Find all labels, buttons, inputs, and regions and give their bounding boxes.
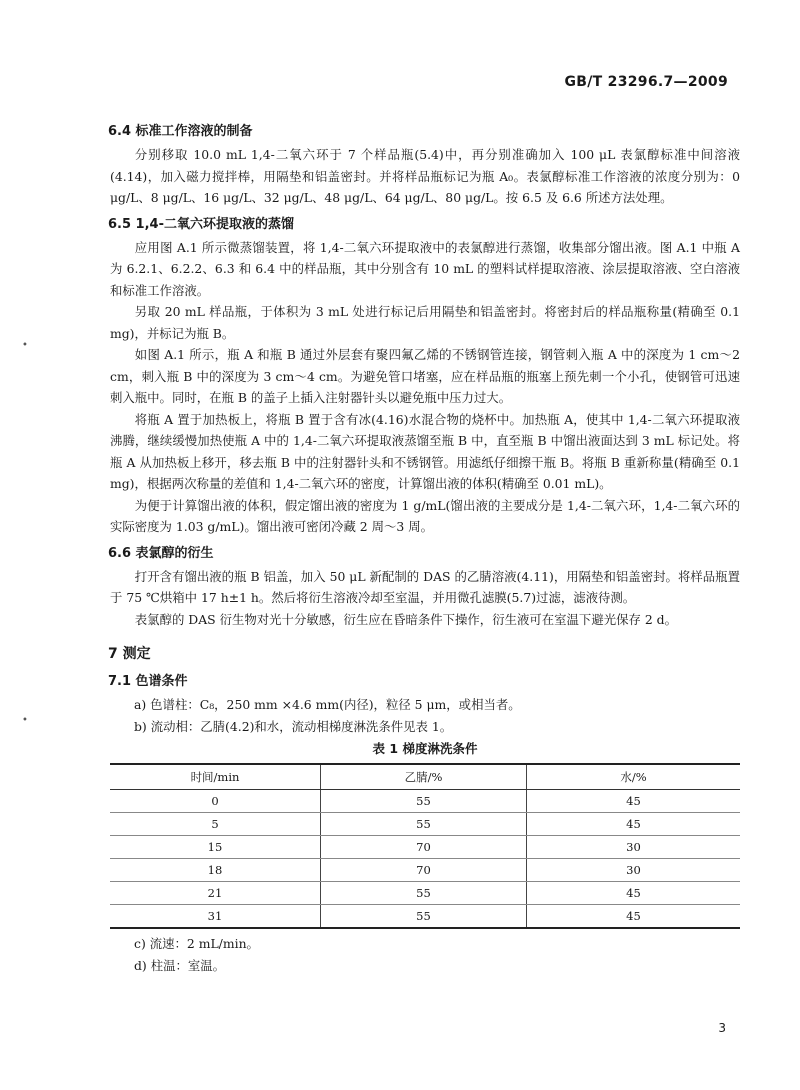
cell-time: 18 <box>110 859 321 882</box>
paragraph: 应用图 A.1 所示微蒸馏装置，将 1,4-二氧六环提取液中的表氯醇进行蒸馏，收集部分馏出液。图 A.1 中瓶 A 为 6.2.1、6.2.2、6.3 和 6.4 中的样品瓶，其中分别含有 10 mL 的塑料试样提取溶液、涂层提取溶液、空白溶液和标准工作溶液。 <box>110 239 740 298</box>
cell-water: 45 <box>527 882 741 905</box>
cell-time: 31 <box>110 905 321 929</box>
column-header-water: 水/% <box>527 764 741 790</box>
paragraph: 分别移取 10.0 mL 1,4-二氧六环于 7 个样品瓶(5.4)中，再分别准确加入 100 μL 表氯醇标准中间溶液(4.14)，加入磁力搅拌棒，用隔垫和铝盖密封。并将样品瓶标记为瓶 A₀。表氯醇标准工作溶液的浓度分别为：0 μg/L、8 μg/L、16 μg/L、32 μg/L、48 μg/L、64 μg/L、80 μg/L。按 6.5 及 6.6 所述方法处理。 <box>110 147 740 205</box>
cell-water: 45 <box>527 813 741 836</box>
cell-acetonitrile: 55 <box>321 882 527 905</box>
section-heading-6-6: 6.6 表氯醇的衍生 <box>108 545 214 561</box>
gradient-table <box>110 763 740 929</box>
page-number: 3 <box>718 1021 726 1035</box>
list-item: d) 柱温：室温。 <box>134 957 226 973</box>
standard-code: GB/T 23296.7—2009 <box>564 74 728 90</box>
document-body <box>110 116 740 976</box>
cell-acetonitrile: 55 <box>321 905 527 929</box>
list-item: a) 色谱柱：C₈，250 mm ×4.6 mm(内径)，粒径 5 μm，或相当者。 <box>134 697 521 712</box>
cell-water: 45 <box>527 905 741 929</box>
paragraph: 表氯醇的 DAS 衍生物对光十分敏感，衍生应在昏暗条件下操作，衍生液可在室温下避光保存 2 d。 <box>134 611 677 627</box>
cell-time: 21 <box>110 882 321 905</box>
cell-acetonitrile: 70 <box>321 836 527 859</box>
cell-water: 45 <box>527 790 741 813</box>
table-row <box>110 836 740 859</box>
cell-time: 5 <box>110 813 321 836</box>
paragraph: 如图 A.1 所示，瓶 A 和瓶 B 通过外层套有聚四氟乙烯的不锈钢管连接，钢管刺入瓶 A 中的深度为 1 cm～2 cm，刺入瓶 B 中的深度为 3 cm～4 cm。为避免管口堵塞，应在样品瓶的瓶塞上预先刺一个小孔，使钢管可迅速刺入瓶中。同时，在瓶 B 的盖子上插入注射器针头以避免瓶中压力过大。 <box>110 347 740 405</box>
paragraph: 为便于计算馏出液的体积，假定馏出液的密度为 1 g/mL(馏出液的主要成分是 1,4-二氧六环，1,4-二氧六环的实际密度为 1.03 g/mL)。馏出液可密闭冷藏 2 周～3 周。 <box>110 497 740 534</box>
cell-acetonitrile: 55 <box>321 790 527 813</box>
table-row <box>110 882 740 905</box>
section-heading-6-5: 6.5 1,4-二氧六环提取液的蒸馏 <box>108 216 294 232</box>
margin-mark: • <box>22 715 28 726</box>
section-heading-7-1: 7.1 色谱条件 <box>108 674 188 689</box>
cell-acetonitrile: 55 <box>321 813 527 836</box>
cell-water: 30 <box>527 859 741 882</box>
paragraph: 将瓶 A 置于加热板上，将瓶 B 置于含有冰(4.16)水混合物的烧杯中。加热瓶 A，使其中 1,4-二氧六环提取液沸腾，继续缓慢加热使瓶 A 中的 1,4-二氧六环提取液蒸馏至瓶 B 中，直至瓶 B 中馏出液面达到 3 mL 标记处。将瓶 A 从加热板上移开，移去瓶 B 中的注射器针头和不锈钢管。用滤纸仔细擦干瓶 B。将瓶 B 重新称量(精确至 0.1 mg)，根据两次称量的差值和 1,4-二氧六环的密度，计算馏出液的体积(精确至 0.01 mL)。 <box>110 411 740 491</box>
table-row <box>110 790 740 813</box>
table-row <box>110 813 740 836</box>
column-header-time: 时间/min <box>110 764 321 790</box>
table-header-row <box>110 764 740 790</box>
cell-time: 15 <box>110 836 321 859</box>
cell-acetonitrile: 70 <box>321 859 527 882</box>
table-caption: 表 1 梯度淋洗条件 <box>372 741 478 756</box>
table-row <box>110 859 740 882</box>
section-heading-6-4: 6.4 标准工作溶液的制备 <box>108 124 253 139</box>
paragraph: 另取 20 mL 样品瓶，于体积为 3 mL 处进行标记后用隔垫和铝盖密封。将密封后的样品瓶称量(精确至 0.1 mg)，并标记为瓶 B。 <box>110 304 740 341</box>
list-item: c) 流速：2 mL/min。 <box>134 936 259 951</box>
margin-mark: • <box>22 340 28 351</box>
column-header-acetonitrile: 乙腈/% <box>321 764 527 790</box>
cell-time: 0 <box>110 790 321 813</box>
table-row <box>110 905 740 929</box>
paragraph: 打开含有馏出液的瓶 B 铝盖，加入 50 μL 新配制的 DAS 的乙腈溶液(4.11)，用隔垫和铝盖密封。将样品瓶置于 75 ℃烘箱中 17 h±1 h。然后将衍生溶液冷却至室温，并用微孔滤膜(5.7)过滤，滤液待测。 <box>110 568 740 605</box>
list-item: b) 流动相：乙腈(4.2)和水，流动相梯度淋洗条件见表 1。 <box>134 718 453 734</box>
cell-water: 30 <box>527 836 741 859</box>
section-heading-7: 7 测定 <box>108 646 151 662</box>
